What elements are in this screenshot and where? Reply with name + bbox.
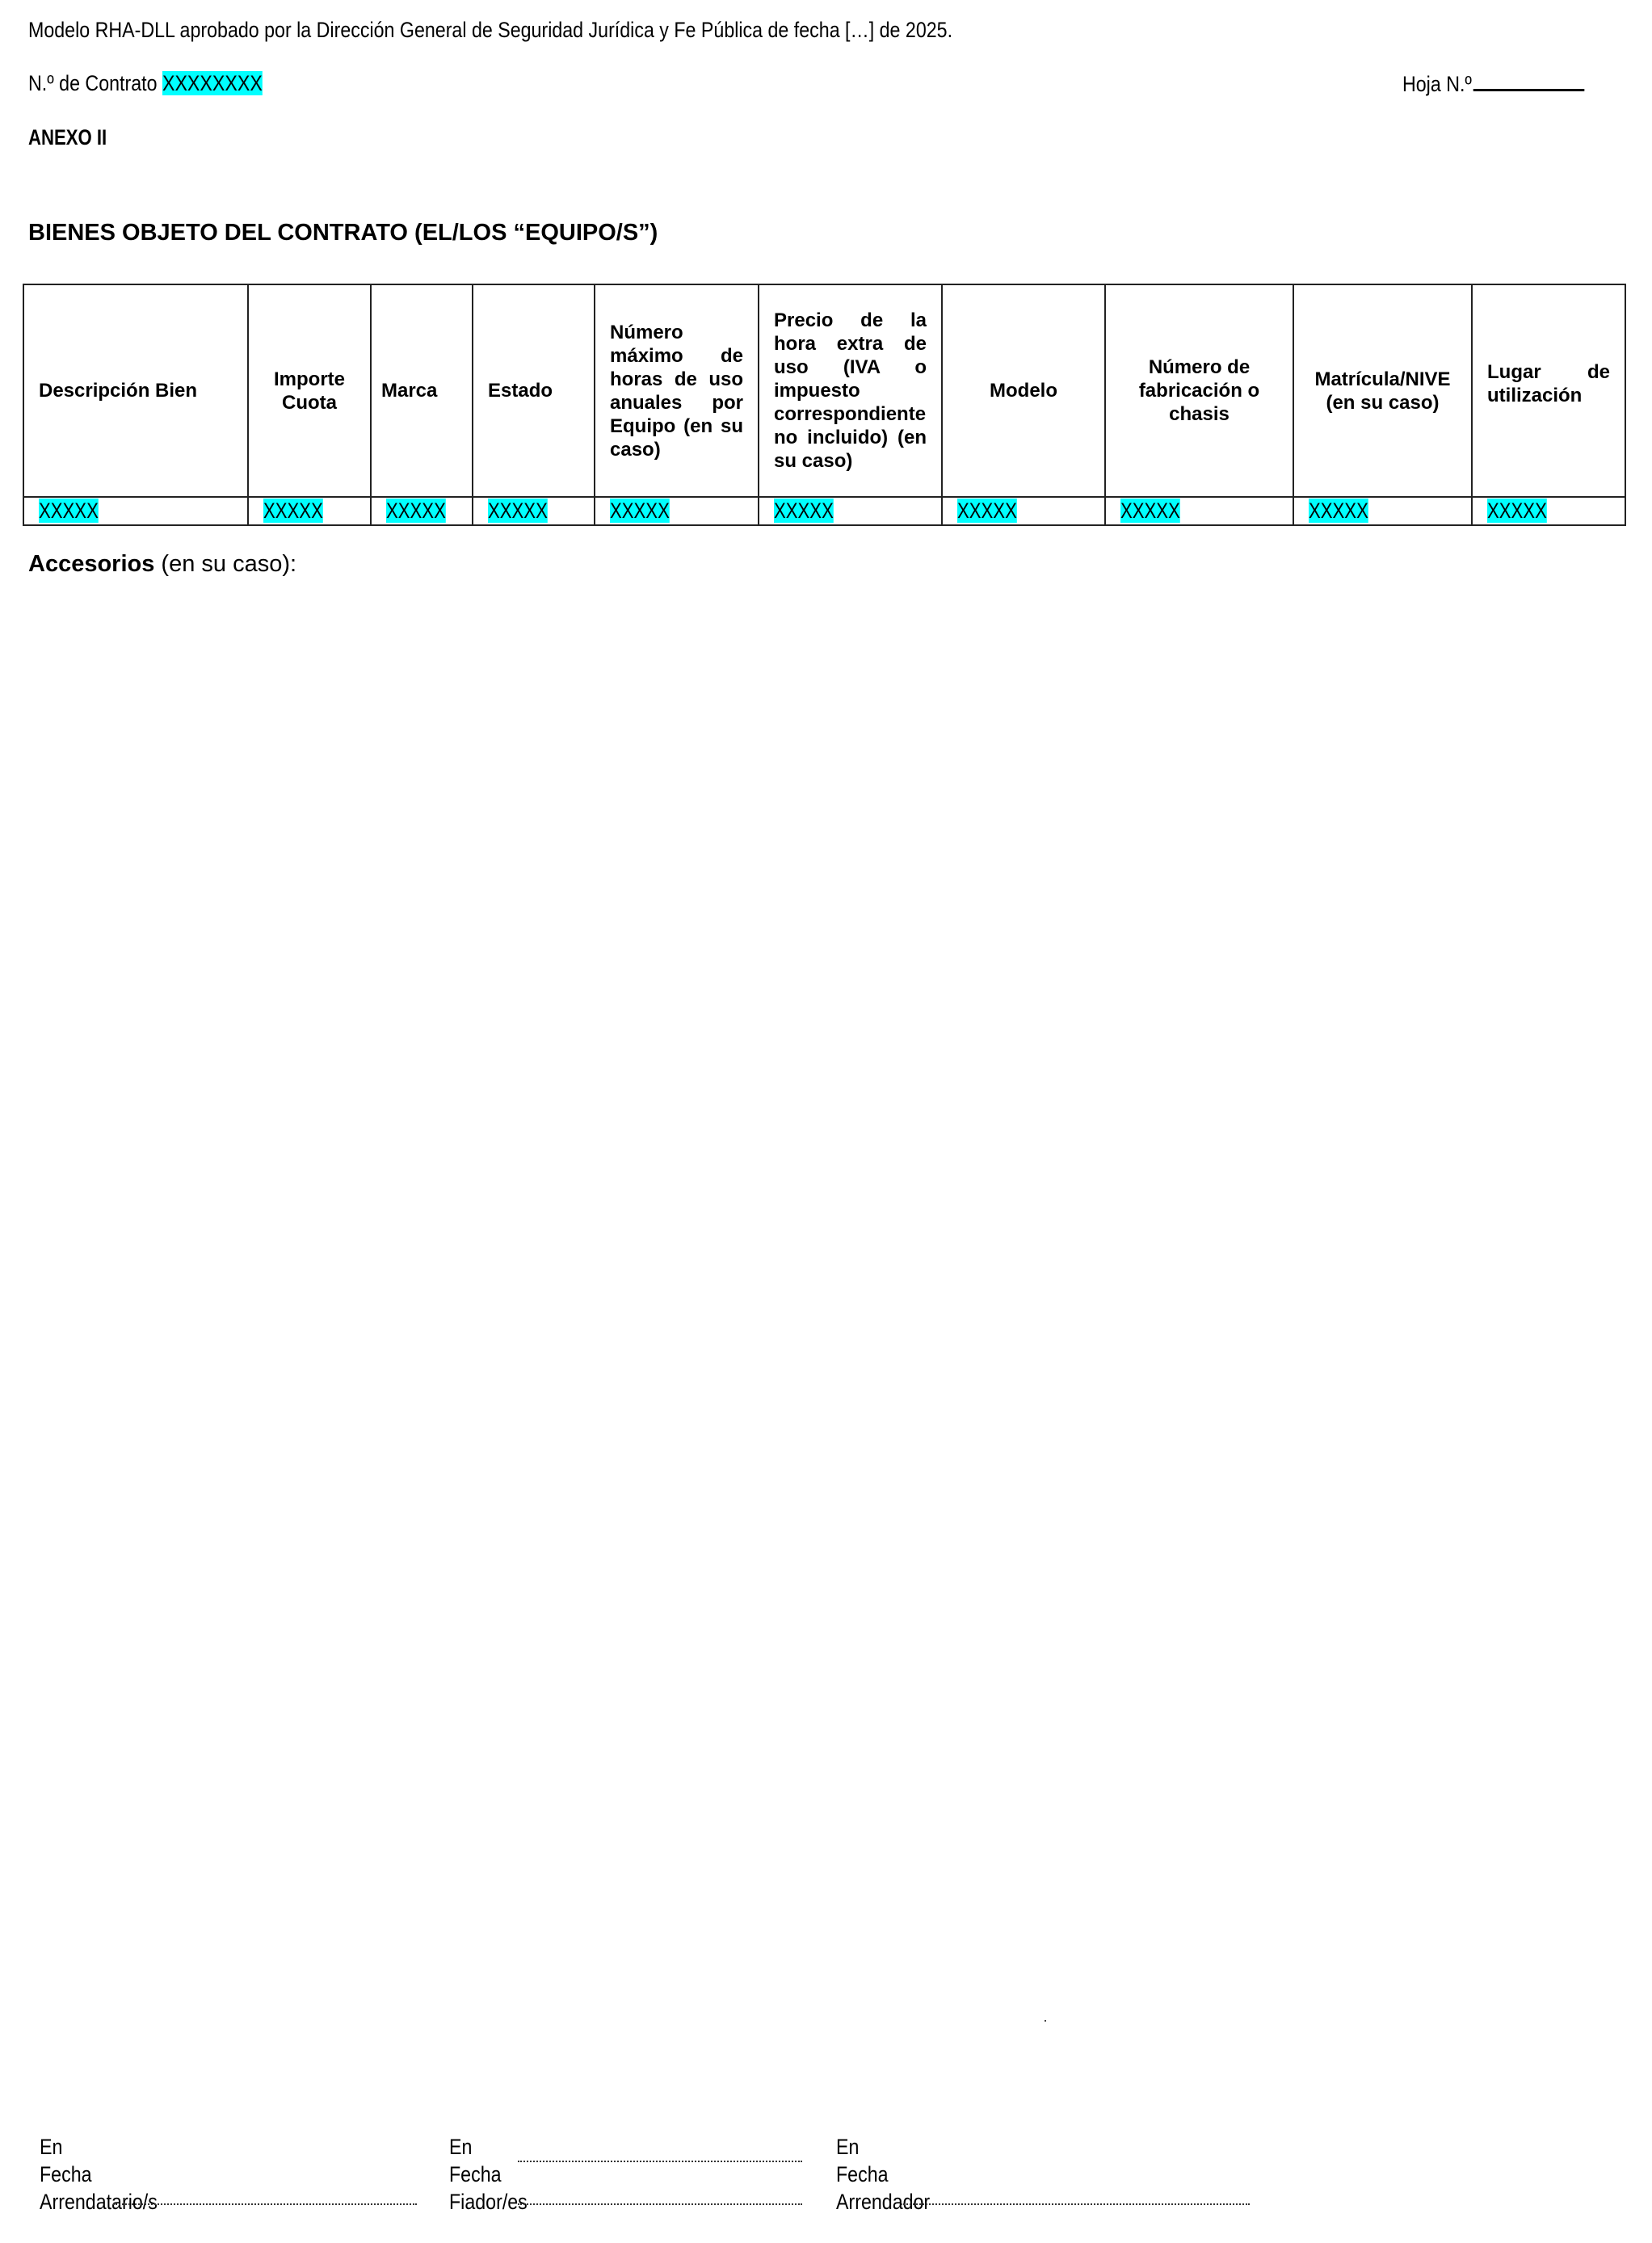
cell-matricula[interactable]: XXXXX xyxy=(1293,497,1472,525)
column-header-importe-cuota: Importe Cuota xyxy=(248,284,371,497)
cell-estado[interactable]: XXXXX xyxy=(473,497,595,525)
cell-importe-cuota[interactable]: XXXXX xyxy=(248,497,371,525)
model-approval-line: Modelo RHA-DLL aprobado por la Dirección General de Seguridad Jurídica y Fe Pública de fecha […] de 2025. xyxy=(28,18,953,42)
signature-line-arrendatario[interactable] xyxy=(113,2203,417,2205)
column-header-lugar: Lugar de utilización xyxy=(1472,284,1625,497)
cell-modelo[interactable]: XXXXX xyxy=(942,497,1105,525)
signature-en-label: En xyxy=(449,2135,473,2159)
accessories-label-rest: (en su caso): xyxy=(154,551,297,577)
contract-number-line xyxy=(28,71,263,96)
signature-en-label: En xyxy=(836,2135,860,2159)
table-row xyxy=(23,497,1625,525)
cell-precio-hora-extra[interactable]: XXXXX xyxy=(759,497,942,525)
sheet-label: Hoja N.º xyxy=(1402,72,1472,96)
signature-en-label: En xyxy=(40,2135,63,2159)
signature-line-fiador[interactable] xyxy=(518,2203,802,2205)
accessories-label xyxy=(28,551,296,578)
contract-number-field[interactable]: XXXXXXXX xyxy=(162,71,263,95)
column-header-descripcion: Descripción Bien xyxy=(23,284,248,497)
section-title: BIENES OBJETO DEL CONTRATO (EL/LOS “EQUIPO/S”) xyxy=(28,220,658,246)
column-header-precio-hora-extra: Precio de la hora extra de uso (IVA o impuesto correspondiente no incluido) (en su caso) xyxy=(759,284,942,497)
table-header-row xyxy=(23,284,1625,497)
signature-line-arrendador[interactable] xyxy=(901,2203,1250,2205)
column-header-matricula: Matrícula/NIVE (en su caso) xyxy=(1293,284,1472,497)
cell-horas-maximas[interactable]: XXXXX xyxy=(595,497,759,525)
contract-label: N.º de Contrato xyxy=(28,71,162,95)
column-header-horas-maximas: Número máximo de horas de uso anuales por Equipo (en su caso) xyxy=(595,284,759,497)
signature-party-label: Arrendador xyxy=(836,2190,931,2214)
annex-title: ANEXO II xyxy=(28,125,107,149)
cell-descripcion[interactable]: XXXXX xyxy=(23,497,248,525)
cell-lugar[interactable]: XXXXX xyxy=(1472,497,1625,525)
signature-fecha-label: Fecha xyxy=(836,2162,889,2186)
signature-fecha-label: Fecha xyxy=(449,2162,502,2186)
column-header-marca: Marca xyxy=(371,284,473,497)
column-header-numero-fabricacion: Número de fabricación o chasis xyxy=(1105,284,1293,497)
sheet-number-field[interactable] xyxy=(1473,71,1585,91)
signature-party-label: Arrendatario/s xyxy=(40,2190,158,2214)
cell-numero-fabricacion[interactable]: XXXXX xyxy=(1105,497,1293,525)
cell-marca[interactable]: XXXXX xyxy=(371,497,473,525)
equipment-table xyxy=(23,284,1626,526)
column-header-modelo: Modelo xyxy=(942,284,1105,497)
signature-fecha-label: Fecha xyxy=(40,2162,92,2186)
column-header-estado: Estado xyxy=(473,284,595,497)
signature-party-label: Fiador/es xyxy=(449,2190,528,2214)
accessories-label-bold: Accesorios xyxy=(28,551,155,577)
en-line-fiador[interactable] xyxy=(518,2161,802,2162)
sheet-number-line xyxy=(1402,71,1584,97)
stray-dot xyxy=(1045,2020,1046,2022)
